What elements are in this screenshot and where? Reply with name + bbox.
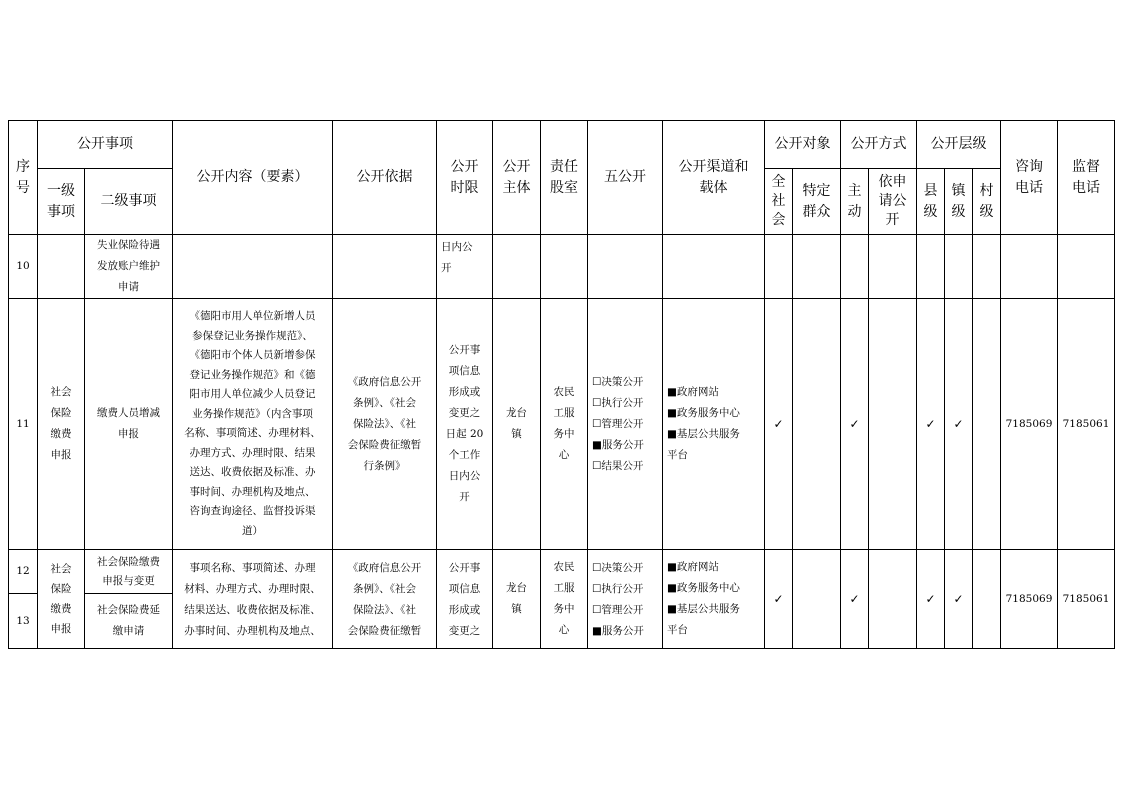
row-method-request xyxy=(869,550,917,649)
row-basis: 《政府信息公开 条例》、《社会 保险法》、《社 会保险费征缴暂 xyxy=(333,550,437,649)
header-consult: 咨询 电话 xyxy=(1001,121,1058,235)
row-target-all-check: ✓ xyxy=(765,299,793,550)
row-level2: 缴费人员增减 申报 xyxy=(85,299,173,550)
row-time-limit: 日内公 开 xyxy=(437,235,493,299)
table-row xyxy=(9,550,1115,594)
row-subject: 龙台 镇 xyxy=(493,550,541,649)
row-target-group xyxy=(793,299,841,550)
header-target-all: 全 社 会 xyxy=(765,169,793,235)
table-row xyxy=(9,235,1115,299)
header-method-active: 主 动 xyxy=(841,169,869,235)
row-seq: 10 xyxy=(9,235,38,299)
row-level2: 社会保险缴费 申报与变更 xyxy=(85,550,173,594)
row-method-request xyxy=(869,235,917,299)
row-level-town-check: ✓ xyxy=(945,299,973,550)
header-level2: 二级事项 xyxy=(85,169,173,235)
row-level1 xyxy=(38,235,85,299)
row-five: ☐决策公开 ☐执行公开 ☐管理公开 ■服务公开 xyxy=(588,550,663,649)
row-content: 《德阳市用人单位新增人员 参保登记业务操作规范》、 《德阳市个体人员新增参保 登记业务操作规范》和《德 阳市用人单位减少人员登记 业务操作规范》（内含事项 名称、事项简述、办理材料、 办理方式、办理时限、结果 送达、收费依据及标准、办 事时间、办理机构及地点、 咨询查询途径、监督投诉渠 道） xyxy=(173,299,333,550)
header-level-village: 村 级 xyxy=(973,169,1001,235)
row-level-county-check: ✓ xyxy=(917,299,945,550)
header-seq: 序 号 xyxy=(9,121,38,235)
row-basis: 《政府信息公开 条例》、《社会 保险法》、《社 会保险费征缴暂 行条例》 xyxy=(333,299,437,550)
header-target-group: 特定 群众 xyxy=(793,169,841,235)
header-method: 公开方式 xyxy=(841,121,917,169)
header-supervise: 监督 电话 xyxy=(1058,121,1115,235)
row-level1: 社会 保险 缴费 申报 xyxy=(38,299,85,550)
header-subject: 公开 主体 xyxy=(493,121,541,235)
row-target-all xyxy=(765,235,793,299)
row-supervise xyxy=(1058,235,1115,299)
row-target-group xyxy=(793,550,841,649)
row-supervise: 7185061 xyxy=(1058,299,1115,550)
header-level1: 一级 事项 xyxy=(38,169,85,235)
row-subject xyxy=(493,235,541,299)
header-level-county: 县 级 xyxy=(917,169,945,235)
row-level-village xyxy=(973,550,1001,649)
header-method-request: 依申 请公 开 xyxy=(869,169,917,235)
row-method-active xyxy=(841,235,869,299)
header-target: 公开对象 xyxy=(765,121,841,169)
row-channel: ■政府网站 ■政务服务中心 ■基层公共服务 平台 xyxy=(663,550,765,649)
row-five xyxy=(588,235,663,299)
row-method-active-check: ✓ xyxy=(841,299,869,550)
row-seq: 13 xyxy=(9,594,38,649)
disclosure-table-container xyxy=(8,120,1115,649)
row-content xyxy=(173,235,333,299)
row-five: ☐决策公开 ☐执行公开 ☐管理公开 ■服务公开 ☐结果公开 xyxy=(588,299,663,550)
row-time-limit: 公开事 项信息 形成或 变更之 xyxy=(437,550,493,649)
header-time-limit: 公开 时限 xyxy=(437,121,493,235)
row-level2: 社会保险费延 缴申请 xyxy=(85,594,173,649)
row-seq: 12 xyxy=(9,550,38,594)
header-channel: 公开渠道和 载体 xyxy=(663,121,765,235)
row-level-county-check: ✓ xyxy=(917,550,945,649)
row-basis xyxy=(333,235,437,299)
row-target-group xyxy=(793,235,841,299)
row-level-town-check: ✓ xyxy=(945,550,973,649)
row-supervise: 7185061 xyxy=(1058,550,1115,649)
row-seq: 11 xyxy=(9,299,38,550)
row-level2: 失业保险待遇 发放账户维护 申请 xyxy=(85,235,173,299)
row-office: 农民 工服 务中 心 xyxy=(541,550,588,649)
header-level-town: 镇 级 xyxy=(945,169,973,235)
row-target-all-check: ✓ xyxy=(765,550,793,649)
row-subject: 龙台 镇 xyxy=(493,299,541,550)
row-channel: ■政府网站 ■政务服务中心 ■基层公共服务 平台 xyxy=(663,299,765,550)
row-method-request xyxy=(869,299,917,550)
row-office xyxy=(541,235,588,299)
row-level-village xyxy=(973,299,1001,550)
row-channel xyxy=(663,235,765,299)
row-consult: 7185069 xyxy=(1001,550,1058,649)
header-row-1 xyxy=(9,121,1115,169)
row-level-village xyxy=(973,235,1001,299)
row-level-town xyxy=(945,235,973,299)
disclosure-table xyxy=(8,120,1115,649)
header-item: 公开事项 xyxy=(38,121,173,169)
row-content: 事项名称、事项简述、办理 材料、办理方式、办理时限、 结果送达、收费依据及标准、 办事时间、办理机构及地点、 xyxy=(173,550,333,649)
header-office: 责任 股室 xyxy=(541,121,588,235)
row-time-limit: 公开事 项信息 形成或 变更之 日起 20 个工作 日内公 开 xyxy=(437,299,493,550)
row-consult xyxy=(1001,235,1058,299)
header-content: 公开内容（要素） xyxy=(173,121,333,235)
table-row xyxy=(9,299,1115,550)
header-five: 五公开 xyxy=(588,121,663,235)
header-level: 公开层级 xyxy=(917,121,1001,169)
row-level-county xyxy=(917,235,945,299)
row-office: 农民 工服 务中 心 xyxy=(541,299,588,550)
header-basis: 公开依据 xyxy=(333,121,437,235)
row-level1: 社会 保险 缴费 申报 xyxy=(38,550,85,649)
row-consult: 7185069 xyxy=(1001,299,1058,550)
row-method-active-check: ✓ xyxy=(841,550,869,649)
